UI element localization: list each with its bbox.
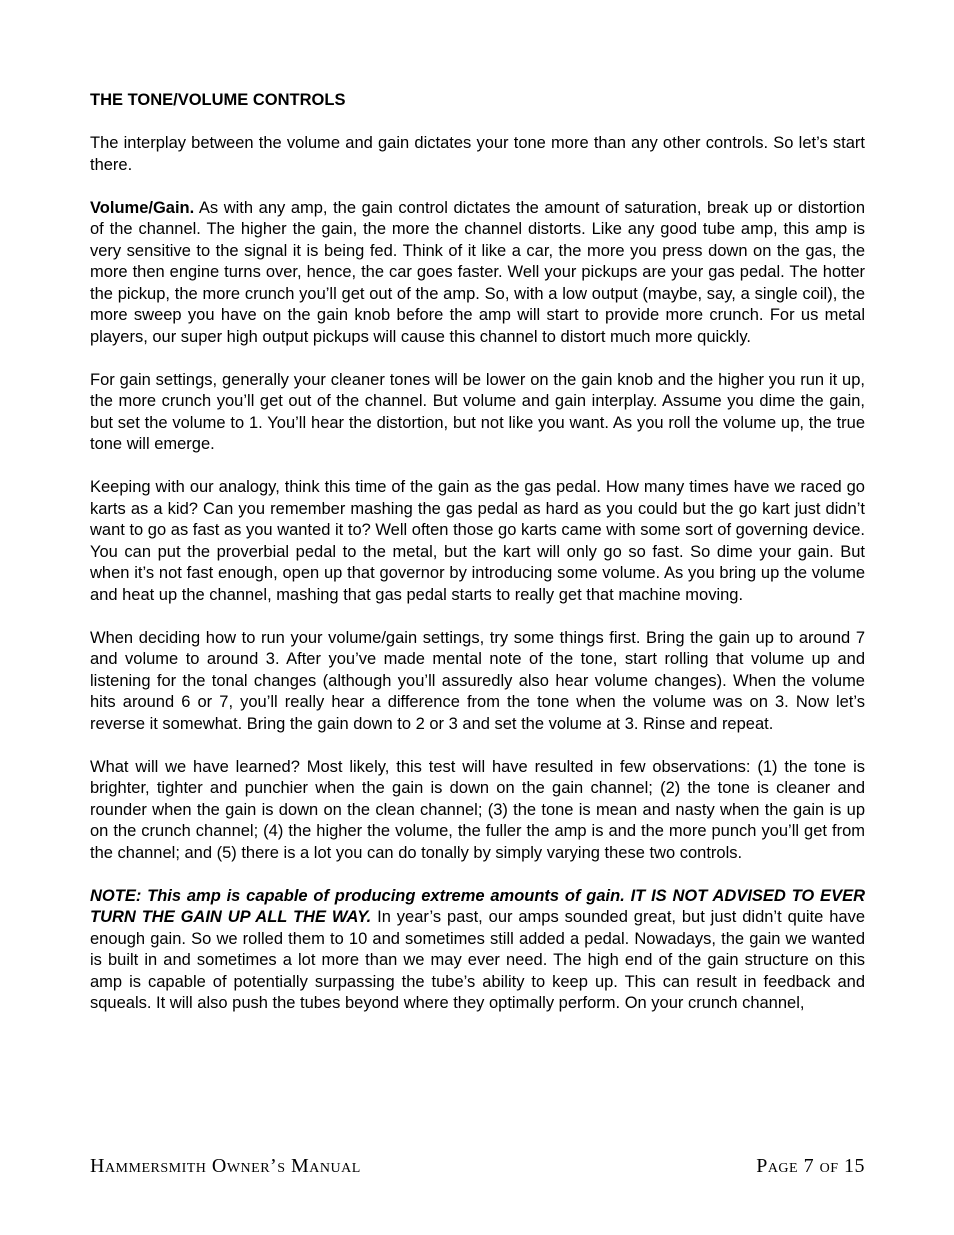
note-lead: NOTE: This amp is capable of producing extreme amounts of gain. IT IS NOT ADVISED TO EVER TURN THE GAIN UP ALL THE WAY. (90, 886, 865, 926)
deciding-paragraph: When deciding how to run your volume/gain settings, try some things first. Bring the gain up to around 7 and volume to around 3. After you’ve made mental note of the tone, start rolling that volume up and listening for the tonal changes (although you’ll assuredly also hear volume changes). When the volume hits around 6 or 7, you’ll really hear a difference from the tone when the volume was on 3. Now let’s reverse it somewhat. Bring the gain down to 2 or 3 and set the volume at 3. Rinse and repeat. (90, 628, 865, 733)
footer-page-number: Page 7 of 15 (756, 1155, 865, 1177)
intro-paragraph: The interplay between the volume and gain dictates your tone more than any other controls. So let’s start there. (90, 134, 865, 174)
section-heading: THE TONE/VOLUME CONTROLS (90, 91, 346, 109)
learned-paragraph: What will we have learned? Most likely, this test will have resulted in few observations: (1) the tone is brighter, tighter and punchier when the gain is down on the gain channel; (2) the tone is cleaner and rounder when the gain is down on the clean channel; (3) the tone is mean and nasty when the gain is up on the crunch channel; (4) the higher the volume, the fuller the amp is and the more punch you’ll get from the channel; and (5) there is a lot you can do tonally by simply varying these two controls. (90, 757, 865, 862)
note-paragraph (90, 886, 865, 1015)
gain-settings-paragraph: For gain settings, generally your cleaner tones will be lower on the gain knob and the higher you run it up, the more crunch you’ll get out of the channel. But volume and gain interplay. Assume you dime the gain, but set the volume to 1. You’ll hear the distortion, but not like you want. As you roll the volume up, the true tone will emerge. (90, 370, 865, 453)
volume-gain-paragraph (90, 198, 865, 349)
volume-gain-body: As with any amp, the gain control dictates the amount of saturation, break up or distortion of the channel. The higher the gain, the more the channel distorts. Like any good tube amp, this amp is very sensitive to the signal it is being fed. Think of it like a car, the more you press down on the gas, the more then engine turns over, hence, the car goes faster. Well your pickups are your gas pedal. The hotter the pickup, the more crunch you’ll get out of the amp. So, with a low output (maybe, say, a single coil), the more sweep you have on the gain knob before the amp will start to provide more crunch. For us metal players, our super high output pickups will cause this channel to distort much more quickly. (90, 198, 865, 346)
note-body: In year’s past, our amps sounded great, but just didn’t quite have enough gain. So we rolled them to 10 and sometimes still added a pedal. Nowadays, the gain we wanted is built in and sometimes a lot more than we may ever need. The high end of the gain structure on this amp is capable of potentially surpassing the tube’s ability to keep up. This can result in feedback and squeals. It will also push the tubes beyond where they optimally perform. On your crunch channel, (90, 908, 866, 1012)
analogy-paragraph: Keeping with our analogy, think this time of the gain as the gas pedal. How many times have we raced go karts as a kid? Can you remember mashing the gas pedal as hard as you could but the go kart just didn’t want to go as fast as you wanted it to? Well often those go karts came with some sort of governing device. You can put the proverbial pedal to the metal, but the kart will only go so fast. So dime your gain. But when it’s not fast enough, open up that governor by introducing some volume. As you bring up the volume and heat up the channel, mashing that gas pedal starts to really get that machine moving. (90, 478, 865, 604)
page-footer (90, 1155, 865, 1178)
document-page (90, 90, 865, 1036)
volume-gain-lead: Volume/Gain. (90, 198, 195, 217)
footer-title: Hammersmith Owner’s Manual (90, 1155, 361, 1177)
